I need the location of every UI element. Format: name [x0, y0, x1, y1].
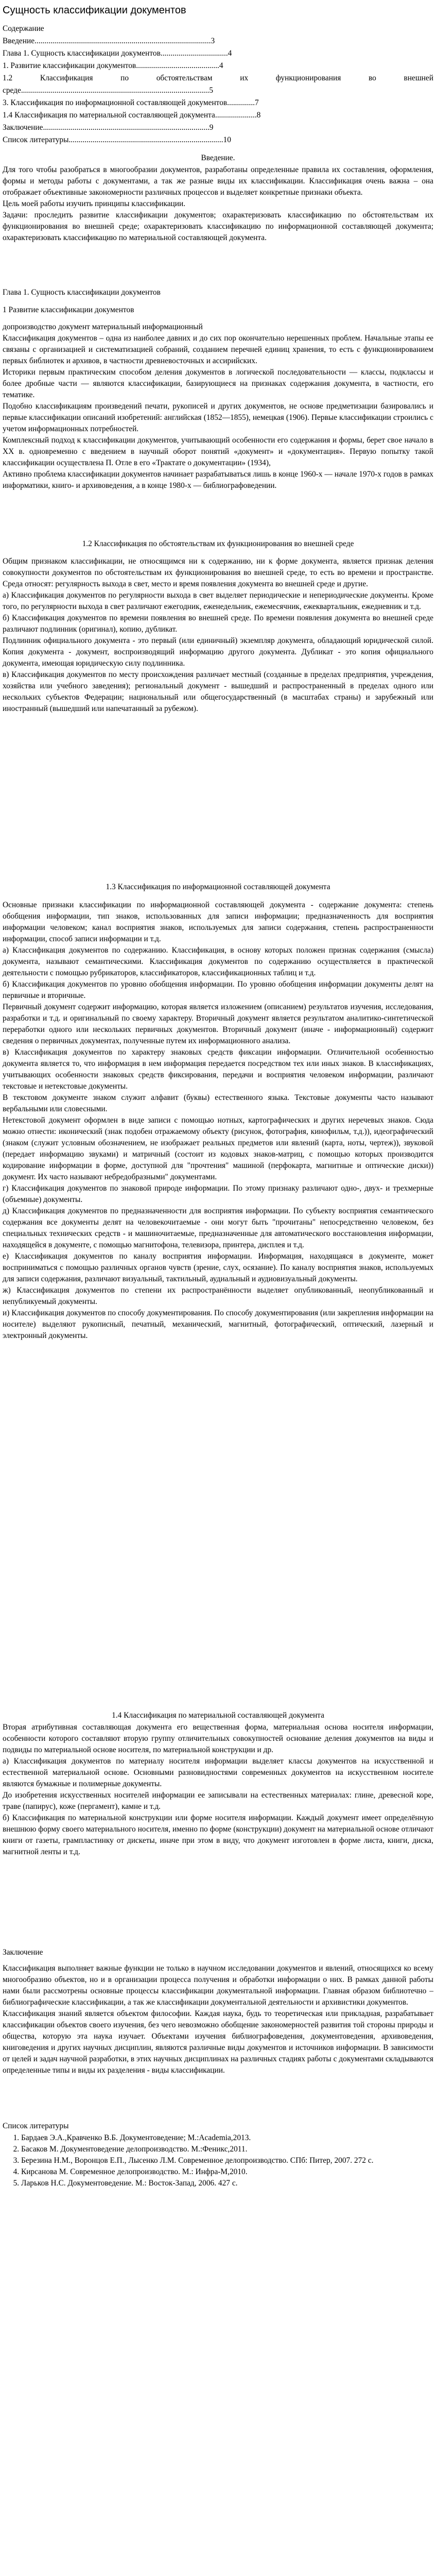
- paragraph: Подобно классификациям произведений печати, рукописей и других документов, не основе предметизации базировались и первые классификации описаний изобретений: английская (1852—1855), немецкая (1906). Первые классификации строились с учетом информационных потребностей.: [3, 402, 433, 433]
- paragraph: Основные признаки классификации по информационной составляющей документа - содержание документа: степень обобщения информации, тип знаков, использованных для записи информации; предназначенность для восприятия информации человеком; канал восприятия знаков, используемых для записи содержания, степень распространенности информации, способ записи информации и т.д.: [3, 901, 433, 943]
- references-heading: Список литературы: [3, 2122, 69, 2130]
- paragraph: Классификация выполняет важные функции не только в научном исследовании документов и явлений, относящихся ко всему многообразию объектов, но и в организации процесса получения и обработки информации о них. В рамках данной работы нами были рассмотрены основные процессы классификации документальной информации. Главная образом библиотечно – библиографические классификации, а так же классификации документальной деятельности и архивистики документов.: [3, 1964, 433, 2007]
- paragraph: Общим признаком классификации, не относящимся ни к содержанию, ни к форме документа, является признак деления совокупности документов по обстоятельствам их функционирования во внешней среде, то есть во времени и пространстве. Среда относят: регулярность выхода в свет, место и время появления документа во внешней среде и другие.: [3, 557, 433, 588]
- section-1-4: [0, 1709, 436, 1858]
- toc-item-1-2[interactable]: 1.2 Классификация по обстоятельствам их функционирования во внешней среде...............................................................................................5: [3, 74, 433, 95]
- paragraph: До изобретения искусственных носителей информации ее записывали на естественных материалах: глине, древесной коре, траве (папирус), коже (пергамент), камне и т.д.: [3, 1791, 433, 1811]
- section-1-3: [0, 881, 436, 1342]
- reference-item: 2. Басаков М. Документоведение делопроизводство. М.:Феникс,2011.: [21, 2144, 433, 2155]
- paragraph: в) Классификация документов по месту происхождения различает местный (созданные в пределах предприятия, учреждения, хозяйства или учебного заведения); региональный документ - вышедший и распространенный в пределах одного или нескольких субъектов Федерации; национальный или общегосударственный (в масштабах страны) и зарубежный или иностранный (вышедший или напечатанный за рубежом).: [3, 670, 433, 713]
- section-1-3-heading: 1.3 Классификация по информационной составляющей документа: [106, 883, 330, 891]
- reference-item: 3. Березина Н.М., Воронцов Е.П., Лысенко Л.М. Современное делопроизводство. СПб: Питер, 2007. 272 с.: [21, 2155, 433, 2166]
- section-1-2: [0, 538, 436, 715]
- page-title: Сущность классификации документов: [3, 5, 186, 16]
- references-list: [3, 2132, 433, 2189]
- paragraph: ж) Классификация документов по степени их распространённости выделяет опубликованный, неопубликованный и непубликуемый документы.: [3, 1286, 433, 1306]
- paragraph: Классификация знаний является объектом философии. Каждая наука, будь то теоретическая или прикладная, разрабатывает классификации объектов своего изучения, без чего невозможно обобщение закономерностей развития той стороны природы и общества, которую эта наука изучает. Объектами изучения библиографоведения, документоведения, архивоведения, книговедения и других научных дисциплин, являются различные виды документов и источников информации. В зависимости от целей и задач научной разработки, в этих научных дисциплинах на различных стадиях работы с документами складываются определенные типы и виды их разделения - виды классификации.: [3, 2009, 433, 2075]
- paragraph: Вторая атрибутивная составляющая документа его вещественная форма, материальная основа носителя информации, особенности которого составляют вторую группу отличительных совокупностей основание деления документов на виды и подвиды по материальной основе носителя, по материальной конструкции и др.: [3, 1723, 433, 1754]
- toc-item-1-1[interactable]: 1. Развитие классификации документов..........................................4: [3, 61, 223, 70]
- paragraph: е) Классификация документов по каналу восприятия информации. Информация, находящаяся в документе, может восприниматься с помощью различных органов чувств (зрение, слух, осязание). По каналу восприятия знаков, используемых для записи содержания, различают визуальный, тактильный, аудиальный и аудиовизуальный документы.: [3, 1252, 433, 1283]
- chapter1-heading: Глава 1. Сущность классификации документов: [3, 288, 161, 297]
- toc-item-1-3[interactable]: 3. Классификация по информационной составляющей документов..............7: [3, 98, 259, 107]
- section-1-2-heading: 1.2 Классификация по обстоятельствам их функционирования во внешней среде: [82, 539, 354, 548]
- toc-item-references[interactable]: Список литературы..............................................................................10: [3, 135, 231, 144]
- conclusion-heading: Заключение: [3, 1948, 43, 1957]
- paragraph: а) Классификация документов по материалу носителя информации выделяет классы документов на искусственной и естественной материальной основе. Основными разновидностями современных документов на искусственном носителе являются бумажные и полимерные документы.: [3, 1757, 433, 1788]
- paragraph: г) Классификация документов по знаковой природе информации. По этому признаку различают одно-, двух- и трехмерные (объемные) документы.: [3, 1184, 433, 1204]
- toc-item-chapter1[interactable]: Глава 1. Сущность классификации документов..................................4: [3, 49, 232, 58]
- paragraph: Подлинник официального документа - это первый (или единичный) экземпляр документа, обладающий юридической силой. Копия документа - документ, воспроизводящий информацию другого документа. Дубликат - это копия официального документа, имеющая юридическую силу подлинника.: [3, 636, 433, 668]
- paragraph: Задачи: проследить развитие классификации документов; охарактеризовать классификацию по обстоятельствам их функционирования во внешней среде; охарактеризовать классификацию по информационной составляющей документа; охарактеризовать классификацию по материальной составляющей документа.: [3, 211, 433, 242]
- reference-item: 4. Кирсанова М. Современное делопроизводство. М.: Инфра-М,2010.: [21, 2166, 433, 2178]
- reference-item: 5. Ларьков Н.С. Документоведение. М.: Восток-Запад, 2006. 427 с.: [21, 2178, 433, 2189]
- paragraph: д) Классификация документов по предназначенности для восприятия информации. По субъекту восприятия семантического содержания все документы делят на человекочитаемые - они могут быть "прочитаны" непосредственно человеком, без специальных технических средств - и машиночитаемые, предназначенные для автоматического восстановления информации, находящейся в документе, с помощью магнитофона, телевизора, принтера, дисплея и т.д.: [3, 1207, 433, 1249]
- paragraph: б) Классификация документов по уровню обобщения информации. По уровню обобщения информации документы делят на первичные и вторичные.: [3, 980, 433, 1000]
- references-section: [0, 2120, 436, 2189]
- reference-item: 1. Бардаев Э.А.,Кравченко В.Б. Документоведение; М.:Academia,2013.: [21, 2132, 433, 2144]
- toc-heading: Содержание: [3, 24, 44, 33]
- paragraph: Первичный документ содержит информацию, которая является изложением (описанием) результатов изучения, исследования, разработки и т.д. и оригинальный по своему характеру. Вторичный документ является результатом аналитико-синтетической переработки одного или нескольких первичных документов. Вторичный документ (иначе - информационный) содержит сведения о первичных документах, полученные путем их информационного анализа.: [3, 1003, 433, 1045]
- paragraph: Комплексный подход к классификации документов, учитывающий особенности его содержания и формы, берет свое начало в XX в. одновременно с введением в научный оборот понятий «документ» и «документация». Первую попытку такой классификации осуществлена П. Отле в его «Трактате о документации» (1934),: [3, 436, 433, 467]
- paragraph: Классификация документов – одна из наиболее давних и до сих пор окончательно нерешенных проблем. Начальные этапы ее связаны с организацией и систематизацией собраний, созданием перечней единиц хранения, то есть с функционированием первых библиотек и архивов, в частности древневосточных и ассирийских.: [3, 334, 433, 365]
- paragraph: Нетекстовой документ оформлен в виде записи с помощью нотных, картографических и других неречевых знаков. Сюда можно отнести: иконический (знак подобен отражаемому объекту (рисунок, фотография, кинофильм, т.д.)), идеографический (знаком (служит условным обозначением, не изображает реальных предметов или явлений (карта, ноты, чертеж)), звуковой (передает информацию звуками) и матричный (состоит из кодовых знаков-матриц, с помощью которых производится кодирование информации в форме, доступной для "прочтения" машиной (перфокарта, магнитные и оптические диски)) документ. Их часто называют небредобразными" документами.: [3, 1116, 433, 1181]
- paragraph: в) Классификация документов по характеру знаковых средств фиксации информации. Отличительной особенностью документа является то, что информация в нем информация передается посредством тех или иных знаков. В классификациях, учитывающих особенности знаковых средств фиксирования, передачи и восприятия человеком информации, различают текстовые и нетекстовые документы.: [3, 1048, 433, 1091]
- subsection-1-1-heading: 1 Развитие классификации документов: [3, 306, 134, 314]
- paragraph: Цель моей работы изучить принципы классификации.: [3, 199, 186, 208]
- paragraph: Активно проблема классификации документов начинает разрабатываться лишь в конце 1960-х — начале 1970-х годов в рамках информатики, книго- и архивоведения, а в конце 1980-х — библиографоведении.: [3, 470, 433, 490]
- toc-item-intro[interactable]: Введение.........................................................................................3: [3, 37, 215, 45]
- introduction-section: [0, 152, 436, 244]
- toc-item-1-4[interactable]: 1.4 Классификация по материальной составляющей документа.....................8: [3, 111, 261, 120]
- paragraph: и) Классификация документов по способу документирования. По способу документирования (или закрепления информации на носителе) выделяют рукописный, печатный, механический, магнитный, фотографический, оптический, лазерный и электронный документы.: [3, 1309, 433, 1340]
- paragraph: а) Классификация документов по регулярности выхода в свет выделяет периодические и непериодические документы. Кроме того, по регулярности выхода в свет различают ежегодник, еженедельник, ежемесячник, ежеквартальник, ежедневник и т.д.: [3, 591, 433, 611]
- paragraph: Для того чтобы разобраться в многообразии документов, разработаны определенные правила их составления, оформления, формы и методы работы с документами, а так же разные виды их классификации. Классификация очень важна – она отображает объективные закономерности различных процессов и выделяет конкретные признаки объекта.: [3, 165, 433, 197]
- conclusion-section: [0, 1946, 436, 2076]
- toc-item-conclusion[interactable]: Заключение....................................................................................9: [3, 123, 214, 132]
- paragraph: допроизводство документ материальный информационный: [3, 323, 203, 331]
- introduction-heading: Введение.: [201, 154, 235, 162]
- paragraph: б) Классификация по материальной конструкции или форме носителя информации. Каждый документ имеет определённую внешнюю форму своего материального носителя, именно по форме (конструкции) документ на материальной основе отличают книги от газеты, грампластинку от дискеты, иначе при этом в виду, что документ изготовлен в форме листа, книги, диска, магнитной ленты и т.д.: [3, 1814, 433, 1856]
- paragraph: В текстовом документе знаком служит алфавит (буквы) естественного языка. Текстовые документы часто называют вербальными или словесными.: [3, 1093, 433, 1113]
- paragraph: а) Классификация документов по содержанию. Классификация, в основу которых положен признак содержания (смысла) документа, называют семантическими. Классификация документов по содержанию осуществляется в практической деятельности с помощью рубрикаторов, классификаторов, классификационных таблиц и т.д.: [3, 946, 433, 977]
- section-1-4-heading: 1.4 Классификация по материальной составляющей документа: [112, 1711, 324, 1720]
- table-of-contents: [0, 23, 436, 146]
- paragraph: б) Классификация документов по времени появления во внешней среде. По времени появления документа во внешней среде различают подлинник (оригинал), копию, дубликат.: [3, 614, 433, 634]
- chapter1-section: [0, 286, 436, 492]
- paragraph: Историки первым практическим способом деления документов в логической последовательности — классы, подклассы и более дробные части — являются классификации, базирующиеся на признаках содержания документа, в частности, его тематике.: [3, 368, 433, 399]
